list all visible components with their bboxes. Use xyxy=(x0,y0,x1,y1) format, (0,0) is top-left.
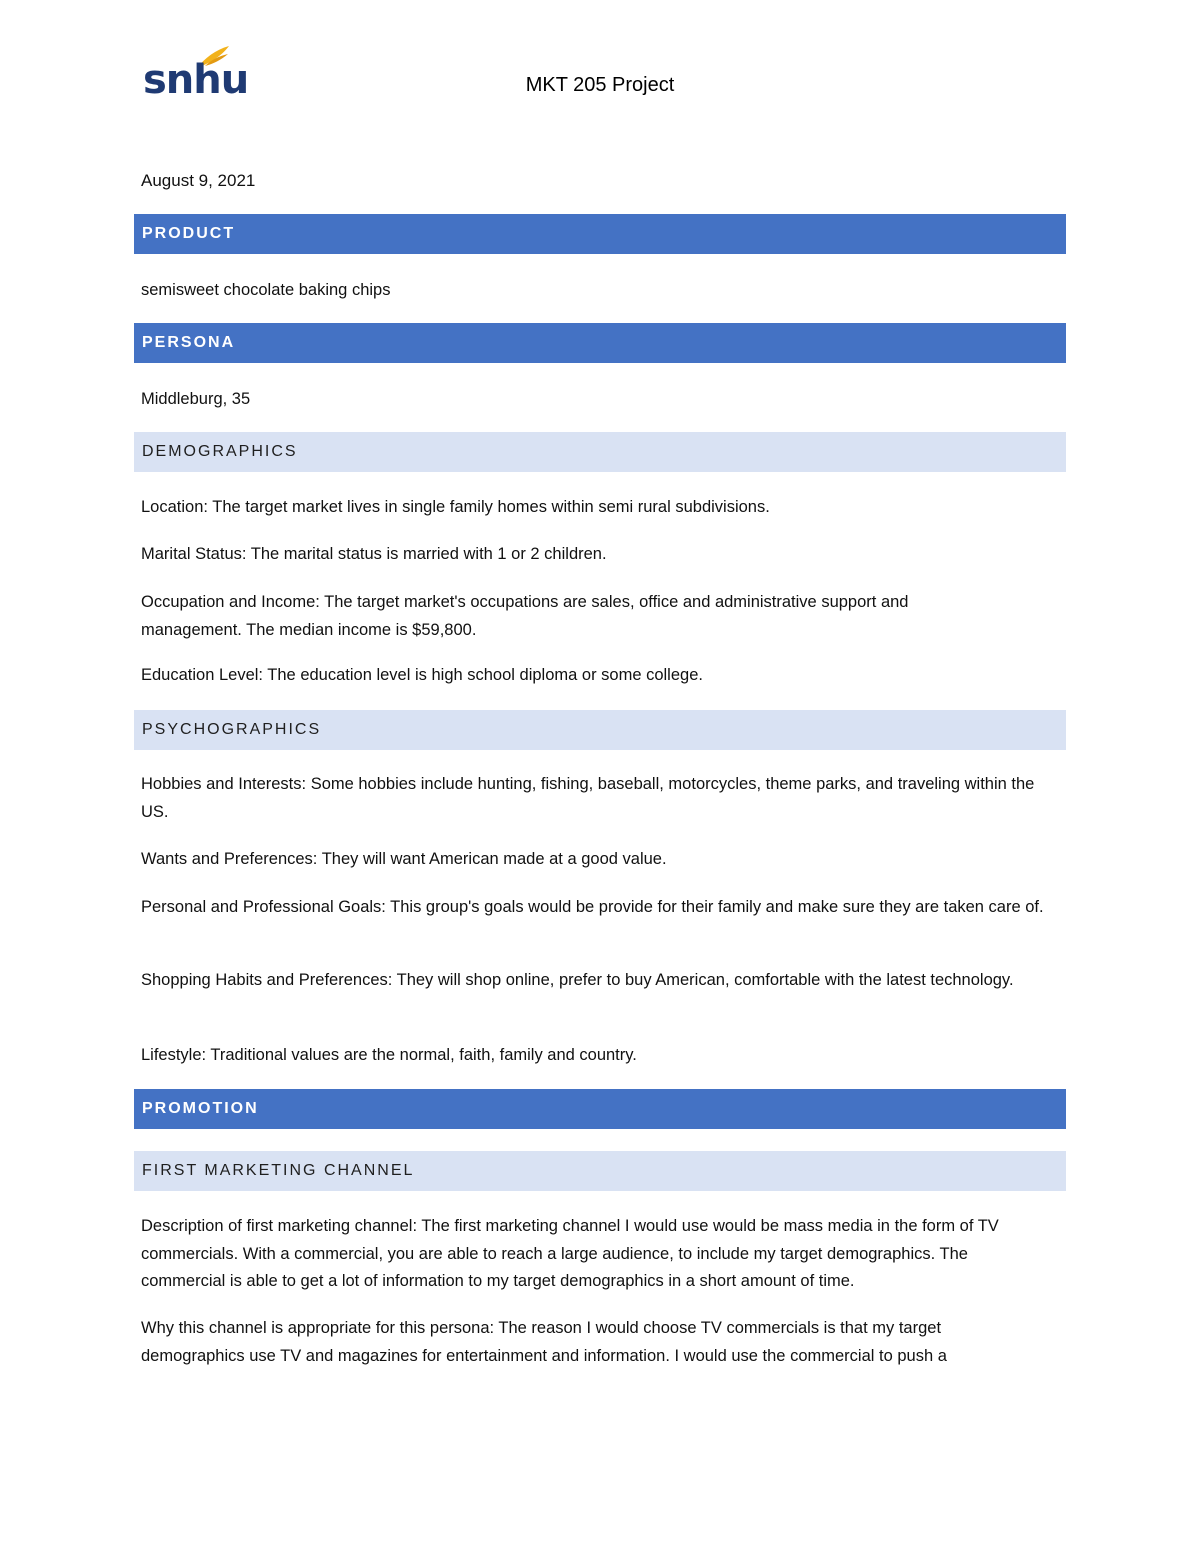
psychographics-wants xyxy=(141,846,1061,874)
item-label: Occupation and Income: xyxy=(141,593,320,611)
item-text: The marital status is married with 1 or 2 children. xyxy=(246,545,607,563)
section-heading-promotion: PROMOTION xyxy=(134,1089,1066,1129)
product-text: semisweet chocolate baking chips xyxy=(141,281,391,299)
demographics-marital-status xyxy=(141,541,1061,569)
item-label: Lifestyle: xyxy=(141,1046,207,1064)
item-label: Why this channel is appropriate for this persona: xyxy=(141,1319,495,1337)
item-text: Some hobbies include hunting, fishing, baseball, motorcycles, theme parks, and traveling within the US. xyxy=(141,775,1035,821)
item-label: Shopping Habits and Preferences: xyxy=(141,971,393,989)
document-date: August 9, 2021 xyxy=(141,171,256,190)
item-label: Personal and Professional Goals: xyxy=(141,898,386,916)
item-text: The target market's occupations are sales, office and administrative support and management. The median income is $59,800. xyxy=(141,593,909,639)
item-text: The education level is high school diploma or some college. xyxy=(263,666,703,684)
item-text: They will want American made at a good value. xyxy=(317,850,667,868)
psychographics-shopping xyxy=(141,967,1021,995)
psychographics-lifestyle xyxy=(141,1042,1061,1070)
section-heading-demographics: DEMOGRAPHICS xyxy=(134,432,1066,472)
first-channel-description xyxy=(141,1213,1051,1296)
section-heading-psychographics: PSYCHOGRAPHICS xyxy=(134,710,1066,750)
demographics-location xyxy=(141,494,1061,522)
item-label: Education Level: xyxy=(141,666,264,684)
item-label: Location: xyxy=(141,498,208,516)
item-label: Hobbies and Interests: xyxy=(141,775,307,793)
item-text: Traditional values are the normal, faith, family and country. xyxy=(206,1046,637,1064)
persona-text: Middleburg, 35 xyxy=(141,390,251,408)
item-text: This group's goals would be provide for their family and make sure they are taken care of. xyxy=(385,898,1044,916)
item-text: The target market lives in single family homes within semi rural subdivisions. xyxy=(207,498,770,516)
psychographics-goals xyxy=(141,894,1066,922)
section-heading-product: PRODUCT xyxy=(134,214,1066,254)
demographics-education-level xyxy=(141,662,1061,690)
document-title: MKT 205 Project xyxy=(525,74,675,96)
item-text: The first marketing channel I would use would be mass media in the form of TV commercials. With a commercial, you are able to reach a large audience, to include my target demographics. The commercial is able to get a lot of information to my target demographics in a short amount of time. xyxy=(141,1217,999,1290)
section-heading-persona: PERSONA xyxy=(134,323,1066,363)
psychographics-hobbies xyxy=(141,771,1041,826)
item-text: The reason I would choose TV commercials is that my target demographics use TV and magazines for entertainment and information. I would use the commercial to push a xyxy=(141,1319,947,1365)
item-label: Description of first marketing channel: xyxy=(141,1217,418,1235)
item-text: They will shop online, prefer to buy American, comfortable with the latest technology. xyxy=(392,971,1014,989)
item-label: Wants and Preferences: xyxy=(141,850,318,868)
demographics-occupation-income xyxy=(141,589,1001,644)
logo-text: snhu xyxy=(143,57,249,103)
section-heading-first-channel: FIRST MARKETING CHANNEL xyxy=(134,1151,1066,1191)
first-channel-why xyxy=(141,1315,1041,1370)
item-label: Marital Status: xyxy=(141,545,247,563)
